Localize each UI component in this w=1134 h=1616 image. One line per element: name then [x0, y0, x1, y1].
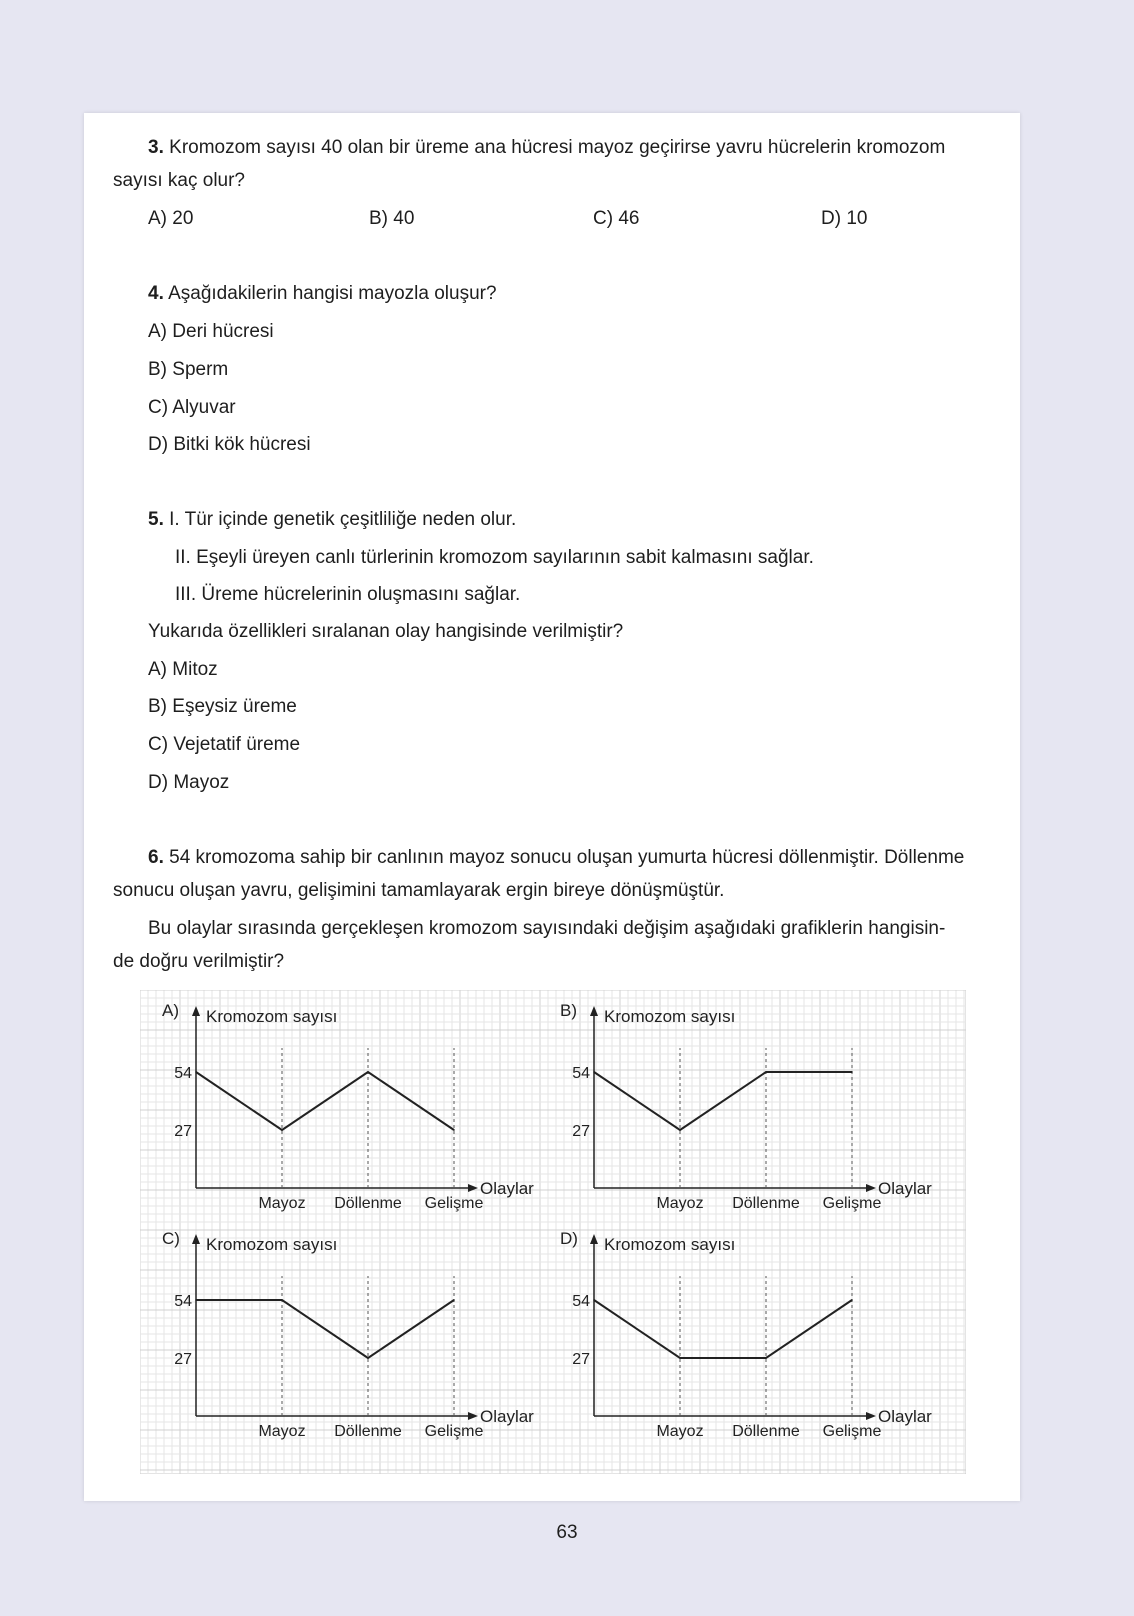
q3-number: 3.	[148, 137, 164, 158]
x-axis-label: Olaylar	[878, 1179, 932, 1198]
data-point	[679, 1357, 681, 1359]
x-tick-label: Döllenme	[732, 1423, 800, 1440]
q6-number: 6.	[148, 847, 164, 868]
x-tick-label: Mayoz	[258, 1423, 306, 1440]
x-tick-label: Döllenme	[334, 1423, 402, 1440]
q6-text-1: 54 kromozoma sahip bir canlının mayoz sonucu oluşan yumurta hücresi döllenmiştir. Döllenme	[169, 847, 965, 868]
q5-statement-1: I. Tür içinde genetik çeşitliliğe neden olur.	[169, 509, 517, 530]
q4-number: 4.	[148, 283, 164, 304]
y-axis-label: Kromozom sayısı	[604, 1007, 736, 1026]
data-point	[281, 1129, 283, 1131]
q4-option-c[interactable]: C) Alyuvar	[148, 397, 236, 418]
x-axis-label: Olaylar	[878, 1407, 932, 1426]
q3-line2: sayısı kaç olur?	[113, 170, 245, 191]
q3-text: Kromozom sayısı 40 olan bir üreme ana hücresi mayoz geçirirse yavru hücrelerin kromozom	[169, 137, 946, 158]
y-tick-label: 27	[174, 1123, 192, 1140]
q5-option-d[interactable]: D) Mayoz	[148, 772, 230, 793]
x-tick-label: Gelişme	[424, 1423, 484, 1440]
y-tick-label: 54	[572, 1293, 590, 1310]
page-number: 63	[556, 1522, 578, 1543]
q4-text: Aşağıdakilerin hangisi mayozla oluşur?	[168, 283, 497, 304]
q4-option-b[interactable]: B) Sperm	[148, 359, 229, 380]
data-point	[765, 1357, 767, 1359]
q3-option-b[interactable]: B) 40	[369, 208, 415, 229]
q5-option-b[interactable]: B) Eşeysiz üreme	[148, 696, 297, 717]
graph-option-label: C)	[162, 1229, 180, 1248]
data-point	[453, 1299, 455, 1301]
q5-statement-2: II. Eşeyli üreyen canlı türlerinin kromozom sayılarının sabit kalmasını sağlar.	[175, 547, 814, 568]
x-tick-label: Mayoz	[656, 1423, 704, 1440]
q6-text-3: Bu olaylar sırasında gerçekleşen kromozom sayısındaki değişim aşağıdaki grafiklerin hangisin-	[148, 918, 946, 939]
x-tick-label: Mayoz	[258, 1195, 306, 1212]
graph-option-label: A)	[162, 1001, 179, 1020]
q4-line	[148, 282, 497, 306]
x-tick-label: Gelişme	[822, 1423, 882, 1440]
data-point	[765, 1071, 767, 1073]
q5-line1	[148, 508, 516, 532]
graph-options-figure	[140, 990, 966, 1474]
data-point	[851, 1299, 853, 1301]
grid-border	[140, 990, 966, 1474]
y-tick-label: 27	[572, 1351, 590, 1368]
q6-text-4: de doğru verilmiştir?	[113, 951, 285, 972]
q3-option-d[interactable]: D) 10	[821, 208, 868, 229]
data-point	[367, 1071, 369, 1073]
data-point	[851, 1071, 853, 1073]
graph-option-label: D)	[560, 1229, 578, 1248]
y-axis-label: Kromozom sayısı	[604, 1235, 736, 1254]
q6-line1	[148, 846, 964, 870]
q5-statement-3: III. Üreme hücrelerinin oluşmasını sağlar.	[175, 584, 521, 605]
y-tick-label: 54	[174, 1293, 192, 1310]
data-point	[593, 1299, 595, 1301]
graph-options-panel	[140, 990, 966, 1479]
data-point	[679, 1129, 681, 1131]
x-tick-label: Gelişme	[424, 1195, 484, 1212]
data-point	[367, 1357, 369, 1359]
q4-option-d[interactable]: D) Bitki kök hücresi	[148, 434, 311, 455]
data-point	[195, 1299, 197, 1301]
q4-option-a[interactable]: A) Deri hücresi	[148, 321, 274, 342]
grid-paper	[140, 990, 966, 1474]
y-axis-label: Kromozom sayısı	[206, 1235, 338, 1254]
graph-option-label: B)	[560, 1001, 577, 1020]
data-point	[281, 1299, 283, 1301]
y-tick-label: 54	[572, 1065, 590, 1082]
y-tick-label: 27	[174, 1351, 192, 1368]
q3-line1	[148, 136, 945, 160]
data-point	[453, 1129, 455, 1131]
x-axis-label: Olaylar	[480, 1407, 534, 1426]
q5-option-a[interactable]: A) Mitoz	[148, 659, 218, 680]
q3-option-c[interactable]: C) 46	[593, 208, 640, 229]
x-axis-label: Olaylar	[480, 1179, 534, 1198]
x-tick-label: Döllenme	[334, 1195, 402, 1212]
q5-number: 5.	[148, 509, 164, 530]
q5-question: Yukarıda özellikleri sıralanan olay hangisinde verilmiştir?	[148, 621, 624, 642]
x-tick-label: Gelişme	[822, 1195, 882, 1212]
data-point	[195, 1071, 197, 1073]
x-tick-label: Döllenme	[732, 1195, 800, 1212]
q6-text-2: sonucu oluşan yavru, gelişimini tamamlayarak ergin bireye dönüşmüştür.	[113, 880, 725, 901]
data-point	[593, 1071, 595, 1073]
y-tick-label: 27	[572, 1123, 590, 1140]
q5-option-c[interactable]: C) Vejetatif üreme	[148, 734, 301, 755]
y-tick-label: 54	[174, 1065, 192, 1082]
q3-option-a[interactable]: A) 20	[148, 208, 194, 229]
x-tick-label: Mayoz	[656, 1195, 704, 1212]
y-axis-label: Kromozom sayısı	[206, 1007, 338, 1026]
